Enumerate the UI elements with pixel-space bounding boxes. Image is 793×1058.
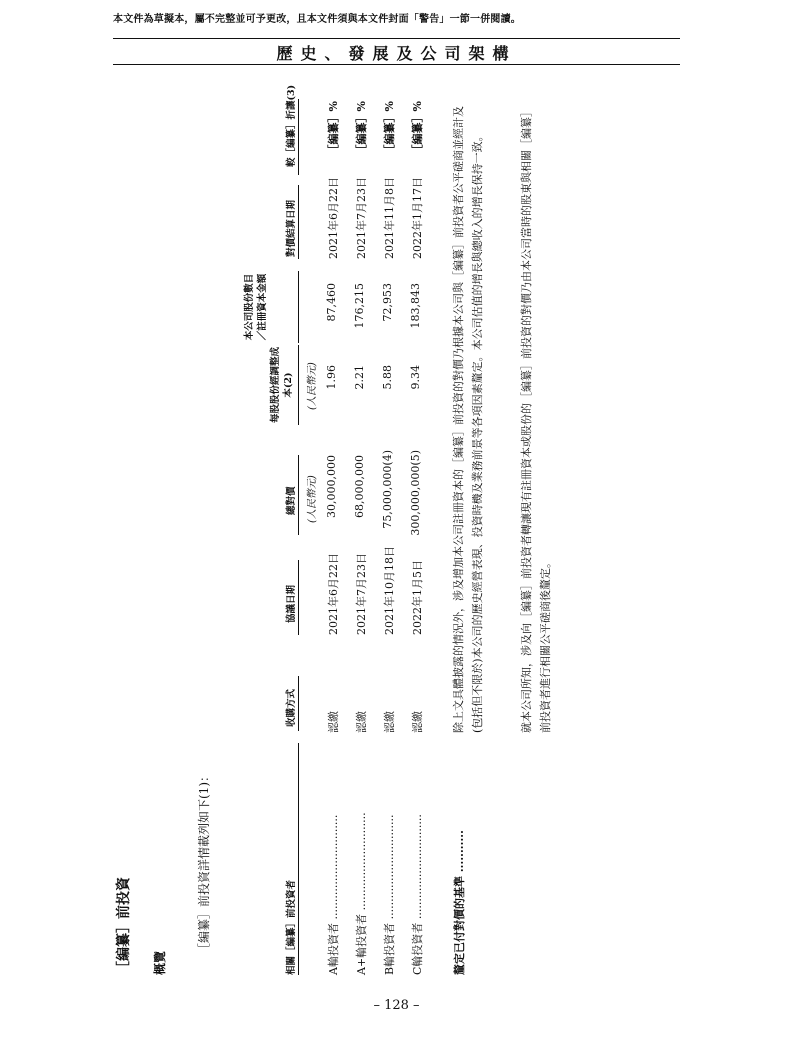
row-method: 認繳 [355, 711, 368, 733]
section-title: ［編纂］前投資 [116, 877, 132, 975]
row-investor: C輪投資者 .............................. [411, 814, 424, 975]
col-header-agreement-date: 協議日期 [286, 584, 297, 623]
row-investor: A輪投資者 .............................. [327, 814, 340, 975]
header-top-rule [113, 38, 680, 39]
col-header-shares: 本公司股份數目／註冊資本金額 [244, 273, 268, 341]
header-underline [298, 743, 299, 975]
intro-text: ［編纂］前投資詳情載列如下(1)： [197, 770, 211, 955]
header-underline [298, 185, 299, 259]
row-cost-per-share: 5.88 [381, 365, 394, 390]
basis-label: 釐定已付對價的基準 ........... [453, 830, 466, 975]
page-number: – 128 – [373, 998, 420, 1013]
row-consideration: 30,000,000 [325, 455, 338, 518]
row-method: 認繳 [327, 711, 340, 733]
col-header-settlement-date: 對價結算日期 [286, 199, 297, 257]
header-underline [298, 560, 299, 635]
note-text: 就本公司所知，涉及向［編纂］前投資者轉讓現有註冊資本或股份的［編纂］前投資的對價乃由本公司當時的股東與相關［編纂］前投資者進行相關公平磋商後釐定。 [520, 106, 552, 733]
row-discount: ［編纂］% [383, 101, 396, 156]
cost-per-share-unit: (人民幣元) [307, 362, 318, 410]
header-underline [298, 99, 299, 175]
header-underline [298, 676, 299, 731]
row-settlement-date: 2021年11月8日 [383, 177, 396, 259]
header-bottom-rule [113, 64, 680, 65]
row-settlement-date: 2021年7月23日 [355, 177, 368, 259]
row-agreement-date: 2021年10月18日 [383, 546, 396, 635]
row-discount: ［編纂］% [355, 101, 368, 156]
row-consideration: 75,000,000(4) [381, 450, 394, 529]
row-cost-per-share: 9.34 [409, 365, 422, 390]
row-agreement-date: 2021年6月22日 [327, 553, 340, 635]
consideration-unit: (人民幣元) [307, 475, 318, 523]
row-consideration: 300,000,000(5) [409, 450, 422, 536]
subsection-title: 概覽 [153, 950, 167, 975]
basis-text: 除上文具體披露的情況外，涉及增加本公司註冊資本的［編纂］前投資的對價乃根據本公司與［編纂］前投資者公平磋商並經計及(包括但不限於)本公司的歷史經營表現、投資時機及業務前景等各項因素釐定。本公司估值的增長與總收入的增長保持一致。 [452, 106, 484, 733]
row-shares: 183,843 [409, 283, 422, 329]
col-header-consideration: 總對價 [286, 486, 297, 515]
row-shares: 87,460 [325, 283, 338, 322]
row-shares: 176,215 [353, 283, 366, 329]
row-investor: A+輪投資者 ............................ [355, 812, 368, 975]
header-underline [298, 345, 299, 425]
row-investor: B輪投資者 .............................. [383, 814, 396, 975]
col-header-method: 收購方式 [286, 688, 297, 727]
row-cost-per-share: 1.96 [325, 365, 338, 390]
col-header-cost-per-share: 每股股份經調整成本(2) [270, 347, 294, 424]
col-header-discount: 較［編纂］折讓(3) [286, 84, 297, 167]
row-method: 認繳 [383, 711, 396, 733]
row-discount: ［編纂］% [411, 101, 424, 156]
rotated-content [113, 84, 563, 975]
row-agreement-date: 2022年1月5日 [411, 560, 424, 635]
row-method: 認繳 [411, 711, 424, 733]
page-header: 歷史、發展及公司架構 [276, 44, 517, 63]
row-agreement-date: 2021年7月23日 [355, 553, 368, 635]
header-underline [298, 271, 299, 343]
col-header-investor: 相關［編纂］前投資者 [286, 879, 297, 975]
row-shares: 72,953 [381, 283, 394, 322]
row-discount: ［編纂］% [327, 101, 340, 156]
draft-warning-note: 本文件為草擬本，屬不完整並可予更改，且本文件須與本文件封面「警告」一節一併閱讀。 [113, 14, 521, 25]
header-underline [298, 455, 299, 535]
row-settlement-date: 2022年1月17日 [411, 177, 424, 259]
row-consideration: 68,000,000 [353, 455, 366, 518]
row-cost-per-share: 2.21 [353, 365, 366, 390]
row-settlement-date: 2021年6月22日 [327, 177, 340, 259]
